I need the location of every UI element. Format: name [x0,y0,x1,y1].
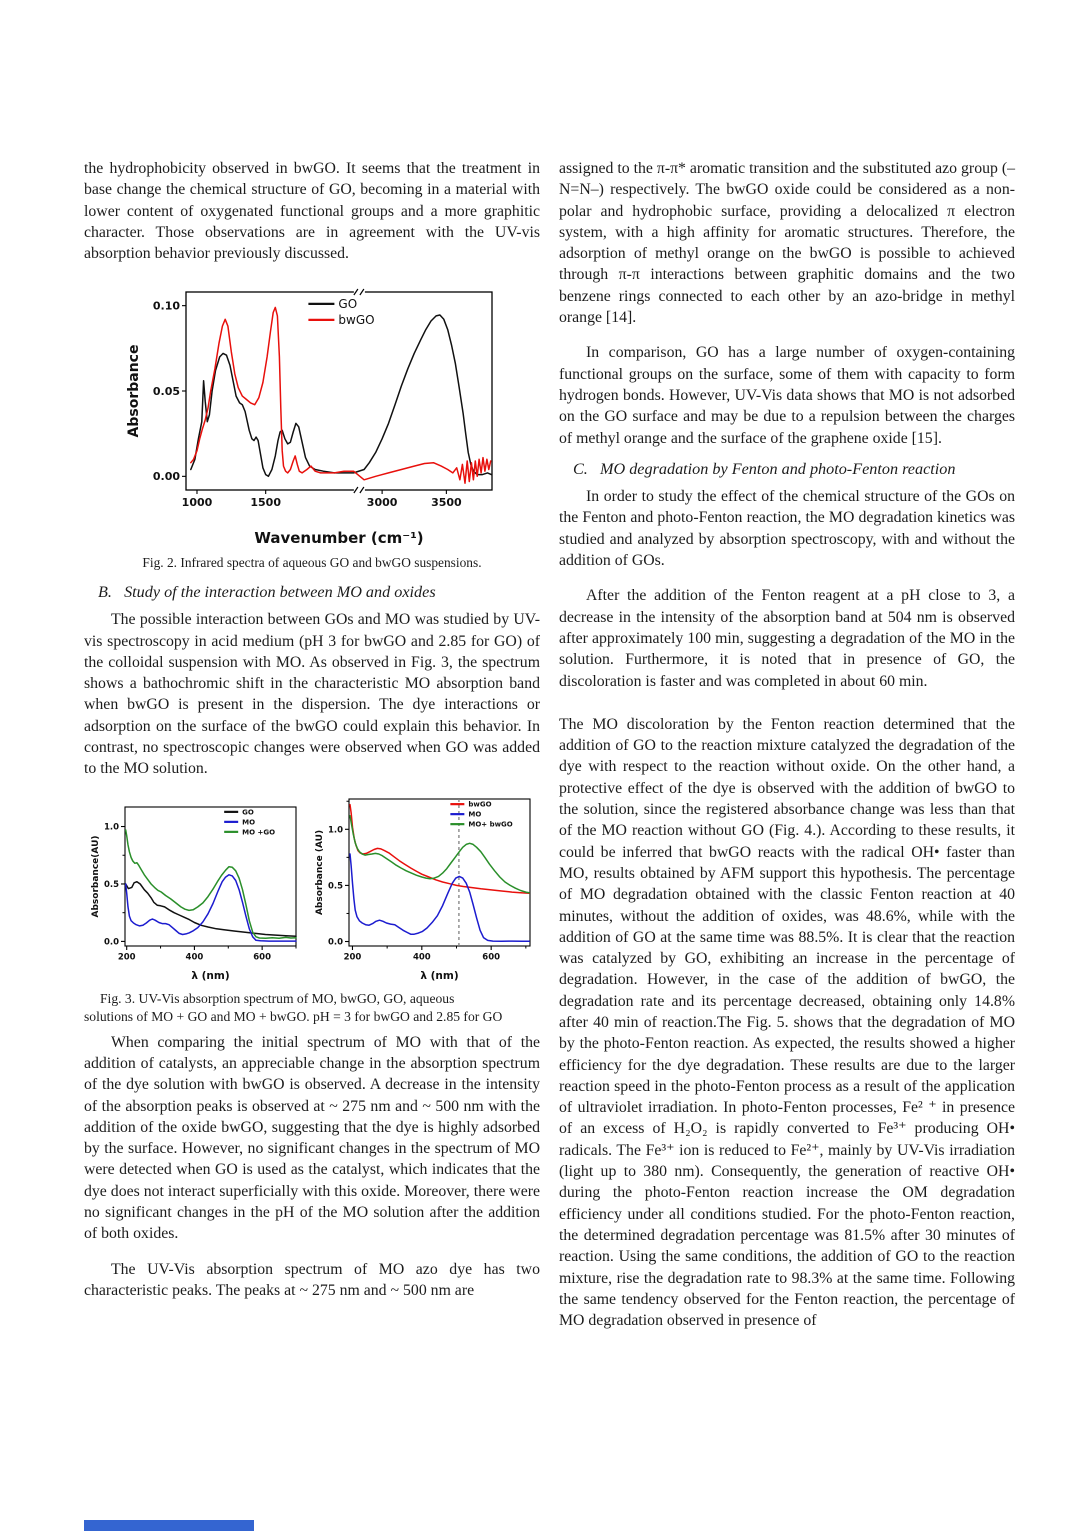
svg-text:1.0: 1.0 [327,824,343,835]
figure-2-caption: Fig. 2. Infrared spectra of aqueous GO and bwGO suspensions. [142,555,482,571]
svg-text:GO: GO [242,808,254,817]
figure-3-caption-line1: Fig. 3. UV-Vis absorption spectrum of MO, bwGO, GO, aqueous [100,990,455,1006]
figure-3 [84,792,540,984]
svg-text:λ (nm): λ (nm) [420,969,459,982]
svg-text:200: 200 [343,952,362,963]
svg-text:Absorbance(AU): Absorbance(AU) [91,835,101,918]
uvvis-go-chart [87,800,303,984]
svg-text:1500: 1500 [250,496,281,510]
paragraph: assigned to the π-π* aromatic transition and the substituted azo group (– N=N–) respectively. The bwGO oxide could be considered as a non-polar and hydrophobic surface, providing a delocalized π electron system, with a high affinity for aromatic structures. Therefore, the adsorption of methyl orange on the bwGO is possible to achieved through π-π interactions between graphitic domains and the two benzene rings connected to each other by an azo-bridge in methyl orange [14]. [559,160,1015,327]
svg-text:0.05: 0.05 [152,385,180,399]
left-column [84,158,540,1301]
svg-text:Absorbance (AU): Absorbance (AU) [315,829,325,915]
section-heading-b: B. Study of the interaction between MO and oxides [98,582,436,601]
svg-text:0.10: 0.10 [152,299,180,313]
svg-text:0.0: 0.0 [327,937,343,948]
paragraph: After the addition of the Fenton reagent at a pH close to 3, a decrease in the intensity of the absorption band at 504 nm is observed after approximately 100 min, suggesting a degradation of the MO in the solution. Furthermore, it is noted that in presence of GO, the discoloration is faster and was completed in about 60 min. [559,587,1015,690]
svg-text:200: 200 [117,952,136,963]
right-column [559,158,1015,1331]
svg-text:600: 600 [482,952,501,963]
svg-text:bwGO: bwGO [468,800,492,809]
bottom-blue-bar [84,1520,254,1531]
svg-text:0.5: 0.5 [103,879,119,890]
paragraph: The UV-Vis absorption spectrum of MO azo dye has two characteristic peaks. The peaks at ~ 275 nm and ~ 500 nm are [84,1260,540,1299]
paragraph: The MO discoloration by the Fenton reaction determined that the addition of GO to the reaction mixture catalyzed the degradation of the dye with respect to the reaction without oxide. On the other hand, a protective effect of the dye is observed with the addition of bwGO to the solution, since the registered absorbance change was less than that of the MO reaction without GO (Fig. 4.). According to these results, it could be inferred that bwGO reacts with the radical OH• faster than MO, results obtained by AFM support this hypothesis. The percentage of MO degradation obtained with the classic Fenton reaction at 40 minutes, without the addition of oxides, was 48.6%, while with the addition of GO at the same time was 88.5%. It is clear that the reaction was catalyzed by GO, exhibiting an increase in the percentage of degradation. However, in the case of the addition of bwGO, the degradation rate and its percentage decreased, obtaining only 14.8% after 40 min of reaction.The Fig. 5. shows that the degradation of MO by the photo-Fenton reaction. As expected, the results showed a higher efficiency for the dye degradation. These results are due to the larger reaction speed in the photo-Fenton process as a result of the application of ultraviolet irradiation. In photo-Fenton processes, Fe² ⁺ in presence of an excess of H₂O₂ is rapidly converted to Fe³⁺ producing OH• radicals. The Fe³⁺ ion is reduced to Fe²⁺, mainly by UV-Vis irradiation (light up to 380 nm). Consequently, the generation of reactive OH• during the photo-Fenton reaction increase the OM degradation efficiency under all conditions studied. For the photo-Fenton reaction, the determined degradation percentage was 81.5% after 30 minutes of reaction. Using the same conditions, the addition of GO to the reaction mixture, rise the degradation rate to 98.3% at the same time. Following the same tendency observed for the Fenton reaction, the percentage of MO degradation observed in presence of [559,715,1015,1330]
svg-text:bwGO: bwGO [338,313,375,328]
figure-2 [122,280,502,572]
figure-3-caption-line2: solutions of MO + GO and MO + bwGO. pH = 3 for bwGO and 2.85 for GO [84,1008,503,1024]
svg-text:MO +GO: MO +GO [242,828,276,837]
paragraph: In comparison, GO has a large number of oxygen-containing functional groups on the surface, some of them with capacity to form hydrogen bonds. However, UV-Vis data shows that MO is not adsorbed on the GO surface and may be due to a repulsion between the charges of methyl orange and the surface of the graphene oxide [15]. [559,344,1015,447]
svg-text:0.00: 0.00 [152,470,180,484]
uvvis-bwgo-chart [311,792,537,984]
svg-text:0.0: 0.0 [103,937,119,948]
paragraph: In order to study the effect of the chemical structure of the GOs on the Fenton and photo-Fenton reaction, the MO degradation kinetics was studied and analyzed by absorption spectroscopy, with and without the addition of GOs. [559,488,1015,570]
paragraph: The possible interaction between GOs and MO was studied by UV-vis spectroscopy in acid medium (pH 3 for bwGO and 2.85 for GO) of the colloidal suspension with MO. As observed in Fig. 3, the spectrum shows a bathochromic shift in the characteristic MO absorption band when bwGO is present in the dispersion. The dye interactions or adsorption on the surface of the bwGO could explain this behavior. In contrast, no spectroscopic changes were observed when GO was added to the MO solution. [84,611,540,778]
svg-text:Absorbance: Absorbance [126,345,142,438]
svg-text:1.0: 1.0 [103,822,119,833]
svg-text:400: 400 [412,952,431,963]
paragraph: the hydrophobicity observed in bwGO. It seems that the treatment in base change the chemical structure of GO, becoming in a material with lower content of oxygenated functional groups and a more graphitic character. Those observations are in agreement with the UV-vis absorption behavior previously discussed. [84,160,540,263]
svg-text:MO: MO [468,810,482,819]
svg-text:3500: 3500 [431,496,462,510]
section-heading-c: C. MO degradation by Fenton and photo-Fenton reaction [573,459,956,478]
figure-3-caption [84,990,540,1026]
svg-text:Wavenumber (cm⁻¹): Wavenumber (cm⁻¹) [254,529,424,548]
svg-text:400: 400 [185,952,204,963]
svg-text:MO: MO [242,818,256,827]
svg-text:3000: 3000 [366,496,398,510]
svg-text:1000: 1000 [181,496,213,510]
ir-spectra-chart [122,280,502,548]
paragraph: When comparing the initial spectrum of MO with that of the addition of catalysts, an appreciable change in the absorption spectrum of the dye solution with bwGO is observed. A decrease in the intensity of the absorption peaks is observed at ~ 275 nm and ~ 500 nm with the addition of the oxide bwGO, suggesting that the dye is highly adsorbed by the surface. However, no significant changes in the spectrum of MO were detected when GO is used as the catalyst, which indicates that the dye does not interact superficially with this oxide. Moreover, there were no significant changes in the pH of the MO solution after the addition of both oxides. [84,1033,540,1243]
svg-text:GO: GO [338,297,358,312]
svg-text:0.5: 0.5 [327,881,343,892]
svg-text:λ (nm): λ (nm) [191,969,230,982]
svg-text:600: 600 [253,952,272,963]
svg-text:MO+ bwGO: MO+ bwGO [468,820,513,829]
